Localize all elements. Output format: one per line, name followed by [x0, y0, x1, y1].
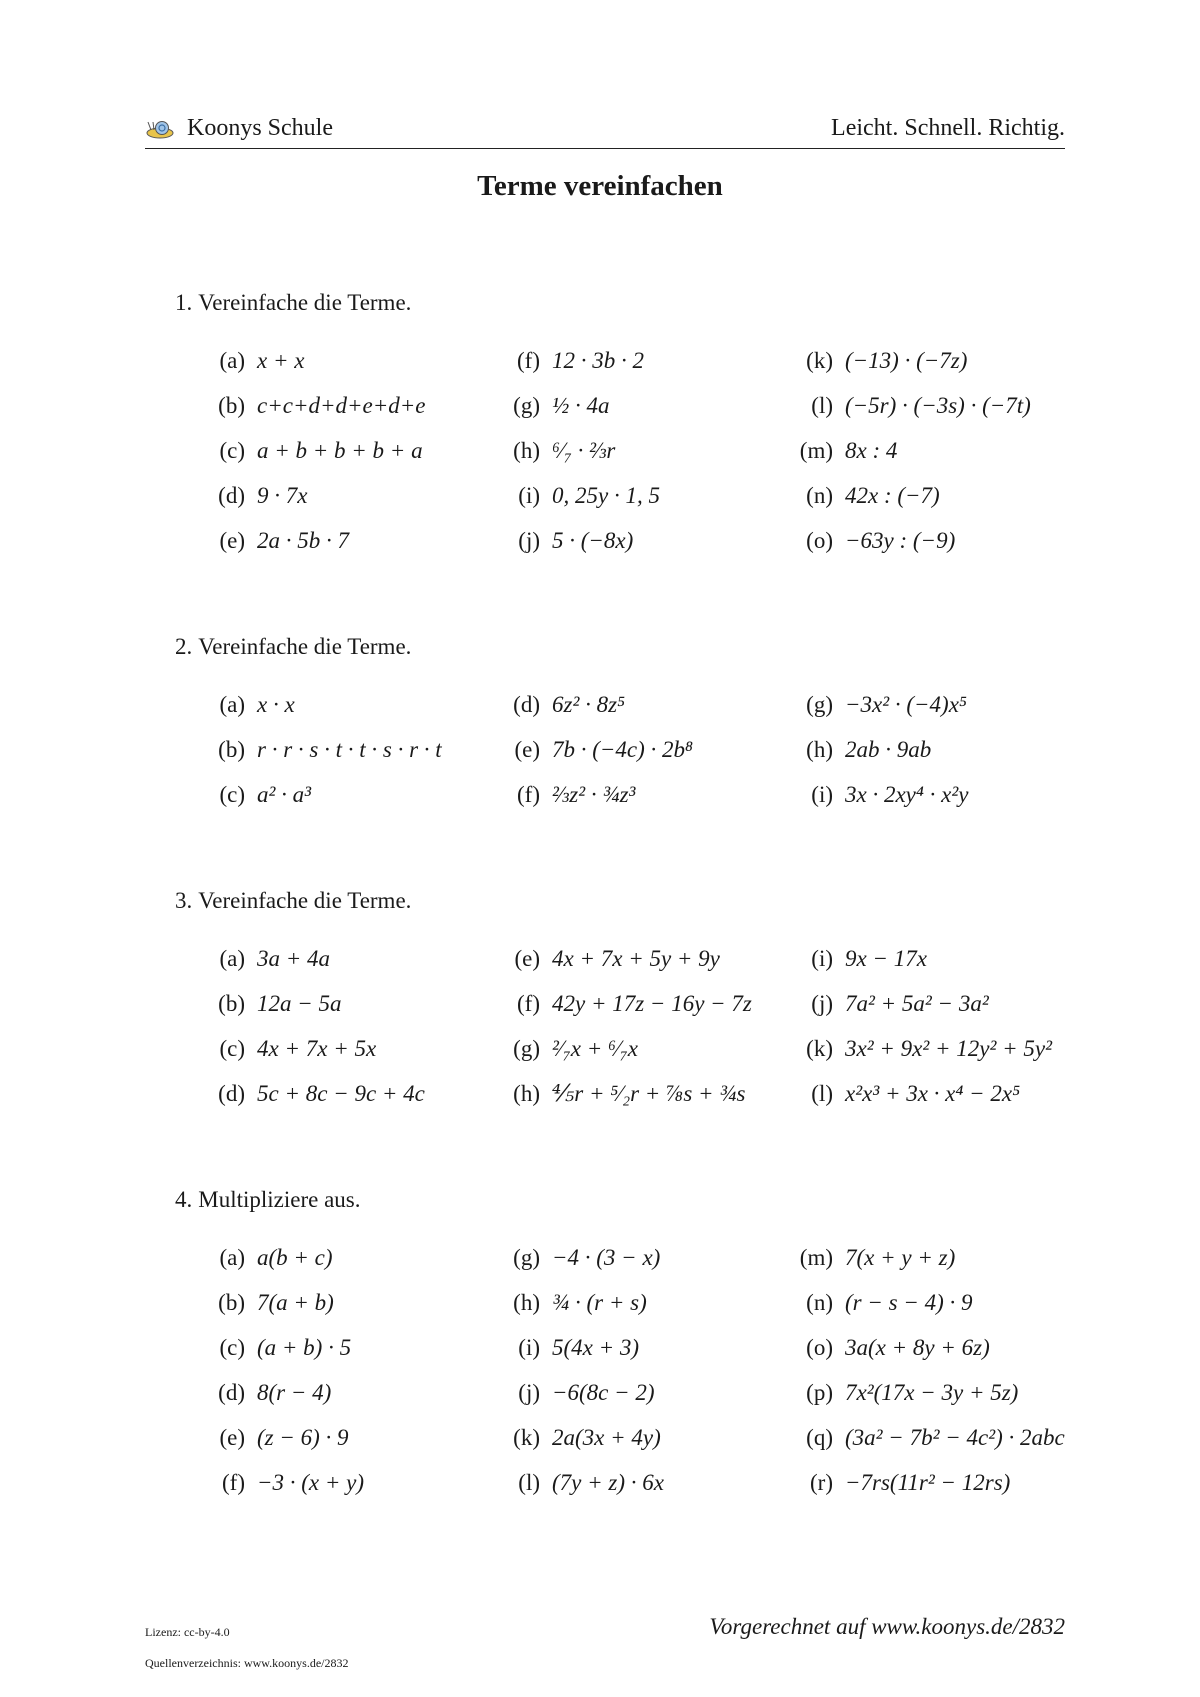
exercise-4-item-b: (b) 7(a + b) — [218, 1290, 334, 1315]
exercise-3-item-a: (a) 3a + 4a — [219, 946, 331, 971]
exercise-3-item-d: (d) 5c + 8c − 9c + 4c — [218, 1081, 425, 1106]
exercise-4-item-f: (f) −3 · (x + y) — [222, 1470, 365, 1495]
exercise-3-item-b: (b) 12a − 5a — [218, 991, 342, 1016]
exercise-4-item-p: (p) 7x²(17x − 3y + 5z) — [806, 1380, 1019, 1405]
exercise-4-item-d: (d) 8(r − 4) — [218, 1380, 332, 1405]
exercise-1-item-i: (i) 0, 25y · 1, 5 — [518, 483, 660, 508]
exercise-2-item-c: (c) a² · a³ — [219, 782, 312, 807]
exercise-1-item-h: (h) ⁶⁄₇ · ⅔r — [513, 438, 616, 463]
exercise-4-item-q: (q) (3a² − 7b² − 4c²) · 2abc — [806, 1425, 1065, 1450]
page-header — [145, 112, 1065, 149]
slogan: Leicht. Schnell. Richtig. — [831, 115, 1065, 141]
exercise-3-item-f: (f) 42y + 17z − 16y − 7z — [517, 991, 752, 1016]
exercise-1-item-d: (d) 9 · 7x — [218, 483, 308, 508]
exercise-1-item-b: (b) c+c+d+d+e+d+e — [218, 393, 426, 418]
exercise-2-item-d: (d) 6z² · 8z⁵ — [513, 692, 626, 717]
exercise-3-item-g: (g) ²⁄₇x + ⁶⁄₇x — [513, 1036, 639, 1061]
snail-logo-icon — [145, 118, 175, 140]
exercise-4-item-j: (j) −6(8c − 2) — [518, 1380, 655, 1405]
brand-name: Koonys Schule — [187, 115, 333, 141]
exercise-2-item-g: (g) −3x² · (−4)x⁵ — [806, 692, 967, 717]
exercise-1-item-a: (a) x + x — [219, 348, 305, 373]
exercise-1-item-e: (e) 2a · 5b · 7 — [219, 528, 349, 553]
exercise-4-item-g: (g) −4 · (3 − x) — [513, 1245, 661, 1270]
exercise-4-item-k: (k) 2a(3x + 4y) — [513, 1425, 661, 1450]
exercise-3-item-j: (j) 7a² + 5a² − 3a² — [811, 991, 989, 1016]
brand — [145, 115, 333, 142]
exercise-2-heading: 2. Vereinfache die Terme. — [175, 634, 412, 659]
exercise-3-item-i: (i) 9x − 17x — [811, 946, 927, 971]
exercise-4-item-n: (n) (r − s − 4) · 9 — [806, 1290, 973, 1315]
exercise-3-heading: 3. Vereinfache die Terme. — [175, 888, 412, 913]
exercise-2-item-a: (a) x · x — [219, 692, 295, 717]
exercise-4-item-h: (h) ¾ · (r + s) — [513, 1290, 647, 1315]
exercise-4-item-r: (r) −7rs(11r² − 12rs) — [810, 1470, 1011, 1495]
exercise-4-item-e: (e) (z − 6) · 9 — [219, 1425, 349, 1450]
exercise-1-item-o: (o) −63y : (−9) — [806, 528, 956, 553]
exercise-3-item-c: (c) 4x + 7x + 5x — [219, 1036, 377, 1061]
exercise-1-item-c: (c) a + b + b + b + a — [219, 438, 423, 463]
exercise-2-item-f: (f) ⅔z² · ¾z³ — [517, 782, 636, 807]
exercise-3-item-k: (k) 3x² + 9x² + 12y² + 5y² — [806, 1036, 1052, 1061]
exercise-4-item-c: (c) (a + b) · 5 — [219, 1335, 352, 1360]
exercise-1-item-l: (l) (−5r) · (−3s) · (−7t) — [811, 393, 1031, 418]
exercise-3-item-l: (l) x²x³ + 3x · x⁴ − 2x⁵ — [811, 1081, 1021, 1106]
exercise-3-item-e: (e) 4x + 7x + 5y + 9y — [514, 946, 720, 971]
exercise-4-item-a: (a) a(b + c) — [219, 1245, 333, 1270]
sources-note: Quellenverzeichnis: www.koonys.de/2832 — [145, 1656, 349, 1670]
exercise-4-item-l: (l) (7y + z) · 6x — [518, 1470, 664, 1495]
exercise-4-item-i: (i) 5(4x + 3) — [518, 1335, 640, 1360]
exercise-2-item-b: (b) r · r · s · t · t · s · r · t — [218, 737, 442, 762]
exercise-1-item-j: (j) 5 · (−8x) — [518, 528, 634, 553]
exercise-4-heading: 4. Multipliziere aus. — [175, 1187, 361, 1212]
exercise-1-heading: 1. Vereinfache die Terme. — [175, 290, 412, 315]
exercise-1-item-k: (k) (−13) · (−7z) — [806, 348, 968, 373]
exercise-1-item-n: (n) 42x : (−7) — [806, 483, 940, 508]
exercise-2-item-e: (e) 7b · (−4c) · 2b⁸ — [514, 737, 694, 762]
exercise-1-item-f: (f) 12 · 3b · 2 — [517, 348, 644, 373]
exercise-3-item-h: (h) ⅘r + ⁵⁄₂r + ⅞s + ¾s — [513, 1081, 746, 1106]
exercise-4-item-m: (m) 7(x + y + z) — [799, 1245, 956, 1270]
exercise-4-item-o: (o) 3a(x + 8y + 6z) — [806, 1335, 990, 1360]
page-title: Terme vereinfachen — [477, 170, 723, 202]
license-note: Lizenz: cc-by-4.0 — [145, 1625, 230, 1639]
exercise-1-item-m: (m) 8x : 4 — [799, 438, 898, 463]
solutions-link[interactable]: Vorgerechnet auf www.koonys.de/2832 — [709, 1614, 1065, 1639]
exercise-1-item-g: (g) ½ · 4a — [513, 393, 610, 418]
exercise-2-item-i: (i) 3x · 2xy⁴ · x²y — [811, 782, 969, 807]
exercise-2-item-h: (h) 2ab · 9ab — [806, 737, 932, 762]
